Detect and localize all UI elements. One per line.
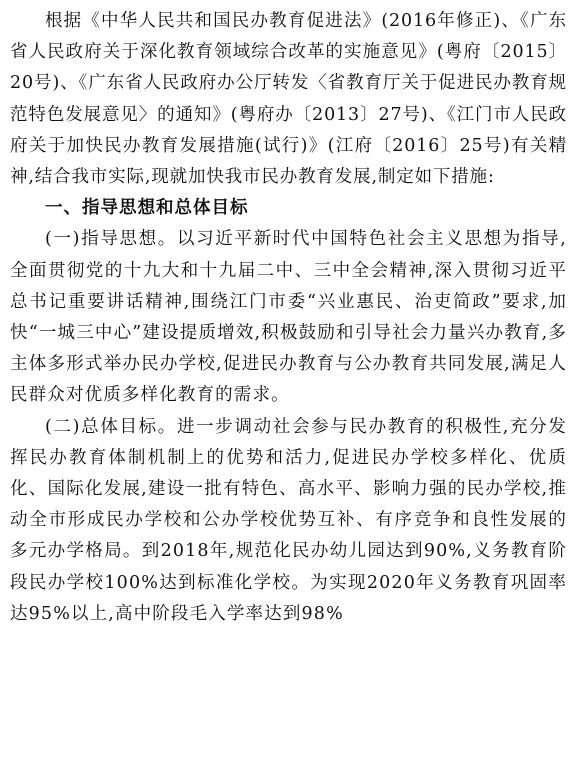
overall-goal-paragraph: (二)总体目标。进一步调动社会参与民办教育的积极性,充分发挥民办教育体制机制上的优势和活力,促进民办学校多样化、优质化、国际化发展,建设一批有特色、高水平、影响力强的民办学校,推动全市形成民办学校和公办学校优势互补、有序竞争和良性发展的多元办学格局。到2018年,规范化民办幼儿园达到90%,义务教育阶段民办学校100%达到标准化学校。为实现2020年义务教育巩固率达95%以上,高中阶段毛入学率达到98% [10,416,567,624]
intro-paragraph: 根据《中华人民共和国民办教育促进法》(2016年修正)、《广东省人民政府关于深化教育领域综合改革的实施意见》(粤府〔2015〕20号)、《广东省人民政府办公厅转发〈省教育厅关于促进民办教育规范特色发展意见〉的通知》(粤府办〔2013〕27号)、《江门市人民政府关于加快民办教育发展措施(试行)》(江府〔2016〕25号)有关精神,结合我市实际,现就加快我市民办教育发展,制定如下措施: [10,11,567,188]
section-heading: 一、指导思想和总体目标 [45,198,249,219]
guiding-ideology-paragraph: (一)指导思想。以习近平新时代中国特色社会主义思想为指导,全面贯彻党的十九大和十九届二中、三中全会精神,深入贯彻习近平总书记重要讲话精神,围绕江门市委“兴业惠民、治吏简政”要求,加快“一城三中心”建设提质增效,积极鼓励和引导社会力量兴办教育,多主体多形式举办民办学校,促进民办教育与公办教育共同发展,满足人民群众对优质多样化教育的需求。 [10,229,567,406]
